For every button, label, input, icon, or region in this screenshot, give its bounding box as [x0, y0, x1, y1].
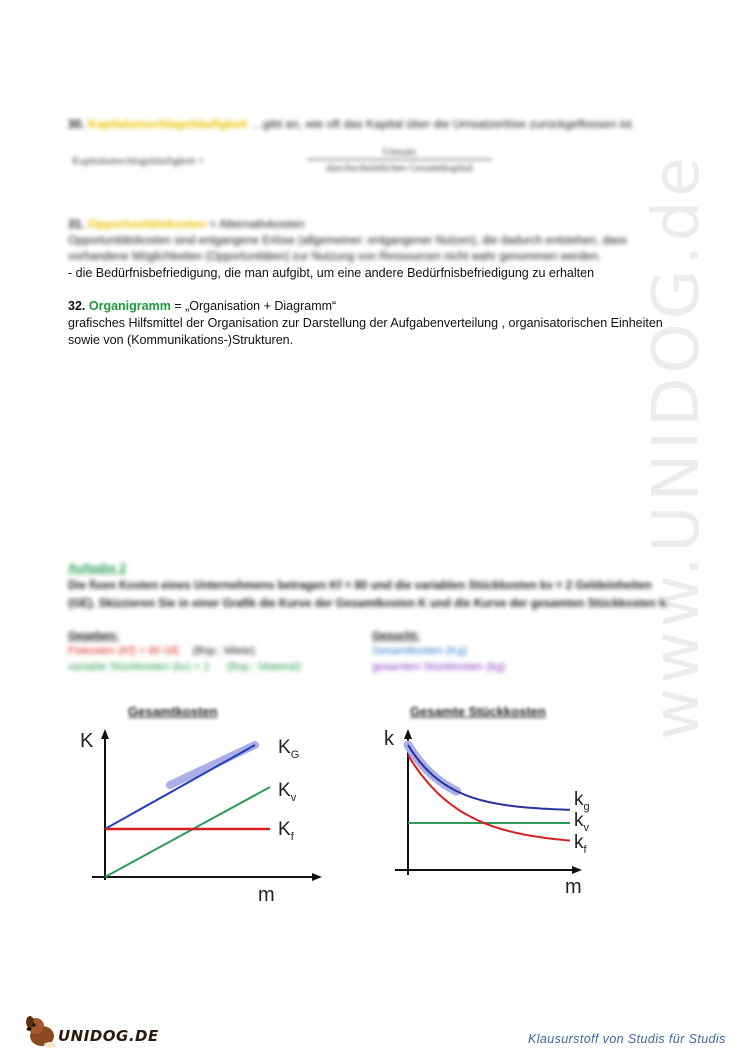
given-title: Gegeben: — [68, 630, 119, 642]
chart1-ylabel: K — [80, 730, 94, 752]
chart1-x-arrow — [312, 873, 322, 881]
given-1-text: Fixkosten (Kf) = 80 GE — [68, 645, 180, 657]
item-31-suffix: = Alternativkosten — [209, 217, 305, 231]
item-32-heading — [68, 298, 336, 315]
formula-lhs: Kapitalumschlagshäufigkeit = — [72, 155, 205, 167]
chart2-title: Gesamte Stückkosten — [410, 704, 546, 719]
chart2-label-kf: $k_f$ — [574, 832, 587, 856]
chart1-label-kg: $K_G$ — [278, 737, 300, 761]
chart2-label-kv-sub: v — [583, 821, 589, 834]
chart1-label-kv-sub: v — [290, 791, 297, 804]
chart2-y-arrow — [404, 729, 412, 739]
chart1-series-kv — [105, 787, 270, 877]
footer-tagline: Klausurstoff von Studis für Studis — [528, 1032, 726, 1046]
task-title: Aufgabe 2 — [68, 561, 127, 575]
dog-logo-icon — [22, 1014, 62, 1050]
sought-item-1: Gesamtkosten (Kg) — [372, 645, 467, 657]
item-32-suffix: = „Organisation + Diagramm“ — [174, 299, 337, 313]
formula-denominator: durchschnittliches Gesamtkapital — [326, 162, 473, 174]
item-31-heading — [68, 216, 304, 232]
chart1-series-kg — [105, 745, 255, 829]
item-32-line2: sowie von (Kommunikations-)Strukturen. — [68, 333, 294, 347]
task-line2: (GE). Skizzieren Sie in einer Grafik die Kurve der Gesamtkosten K und die Kurve der gesamten Stückkosten k. — [68, 598, 669, 610]
chart1-label-kg-sub: G — [290, 748, 300, 761]
chart2-label-kv: $k_v$ — [574, 810, 589, 834]
chart1-label-kv: $K_v$ — [278, 780, 297, 804]
chart1-xlabel: m — [258, 884, 275, 906]
item-31-line3: - die Bedürfnisbefriedigung, die man aufgibt, um eine andere Bedürfnisbefriedigung zu erhalten — [68, 266, 595, 280]
chart2-xlabel: m — [565, 876, 582, 898]
item-32-term: Organigramm — [88, 299, 171, 313]
formula-numerator: Umsatz — [382, 146, 417, 158]
item-30-definition: …gibt an, wie oft das Kapital über die Umsatzerlöse zurückgeflossen ist. — [250, 117, 635, 131]
item-31-number: 31. — [68, 217, 85, 231]
sought-title: Gesucht: — [372, 630, 420, 642]
item-31-line1: Opportunitätskosten sind entgangene Erlöse (allgemeiner: entgangener Nutzen), die dadurch entstehen, dass — [68, 235, 627, 247]
chart2-label-kf-sub: f — [583, 843, 587, 856]
given-2-note: (Bsp.: Material) — [226, 661, 302, 673]
chart1-label-kf: $K_f$ — [278, 819, 294, 843]
chart2-series-kf — [408, 755, 570, 841]
chart2-lines — [408, 745, 570, 841]
chart1-label-kf-sub: f — [290, 830, 294, 843]
item-30-number: 30. — [68, 117, 85, 131]
given-1-note: (Bsp.: Miete) — [192, 645, 255, 657]
task-line1: Die fixen Kosten eines Unternehmens betragen Kf = 80 und die variablen Stückkosten kv = 2 Geldeinheiten — [68, 580, 652, 592]
footer-logo-text[interactable]: UNIDOG.DE — [58, 1027, 159, 1045]
item-30-heading — [68, 116, 635, 132]
chart2-x-arrow — [572, 866, 582, 874]
sought-item-2: gesamten Stückkosten (kg) — [372, 661, 506, 673]
item-32-line1: grafisches Hilfsmittel der Organisation zur Darstellung der Aufgabenverteilung , organisatorischen Einheiten — [68, 316, 663, 330]
chart2-label-kg: $k_g$ — [574, 789, 590, 813]
chart2-ylabel: k — [384, 728, 394, 750]
watermark-text: www.UNIDOG.de — [640, 153, 714, 740]
chart1-lines — [105, 745, 270, 877]
given-item-2 — [68, 659, 301, 675]
chart1-title: Gesamtkosten — [128, 704, 218, 719]
given-2-text: variable Stückkosten (kv) = 2 — [68, 661, 210, 673]
chart2-label-kg-sub: g — [583, 800, 590, 813]
item-30-term: Kapitalumschlagshäufigkeit — [88, 117, 248, 131]
given-item-1 — [68, 643, 255, 659]
item-32-number: 32. — [68, 299, 86, 313]
item-31-term: Opportunitätskosten — [88, 217, 207, 231]
chart1-y-arrow — [101, 729, 109, 739]
item-31-line2: vorhandene Möglichkeiten (Opportunitäten) zur Nutzung von Ressourcen nicht wahr genommen werden. — [68, 251, 602, 263]
